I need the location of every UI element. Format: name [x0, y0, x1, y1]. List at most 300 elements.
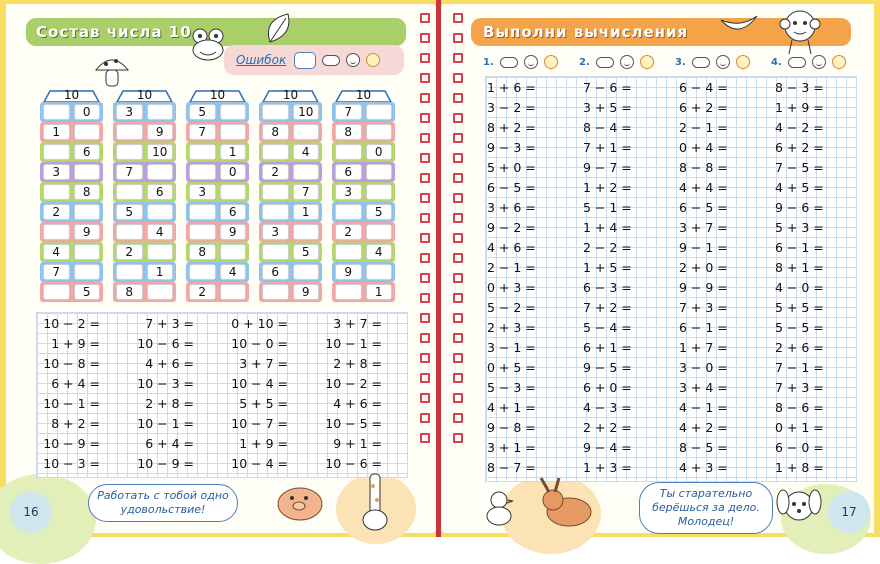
cloud-icon	[788, 57, 806, 68]
binding-ring	[453, 213, 463, 223]
binding-ring	[453, 233, 463, 243]
face-icon	[716, 55, 730, 69]
house-row	[332, 242, 395, 262]
exercise-item: 3 − 1 =	[487, 340, 536, 355]
exercise-item: 6 − 1 =	[775, 240, 824, 255]
house-row	[113, 242, 176, 262]
exercise-item: 4 + 1 =	[487, 400, 536, 415]
exercise-item: 6 − 5 =	[679, 200, 728, 215]
column-header	[579, 55, 654, 69]
exercise-item: 10 − 9 =	[43, 436, 100, 451]
house-cell[interactable]: 1	[366, 284, 393, 300]
column-number: 2.	[579, 56, 590, 68]
house-row	[113, 262, 176, 282]
house-row	[259, 262, 322, 282]
exercise-item: 0 + 4 =	[679, 140, 728, 155]
house-cell[interactable]: 1	[220, 144, 247, 160]
exercise-item: 3 + 6 =	[487, 200, 536, 215]
exercise-item: 1 + 7 =	[679, 340, 728, 355]
exercise-item: 2 − 1 =	[679, 120, 728, 135]
house-cell[interactable]: 4	[220, 264, 247, 280]
house-row	[186, 222, 249, 242]
house-cell[interactable]: 6	[262, 264, 289, 280]
exercise-item: 7 − 1 =	[775, 360, 824, 375]
number-house	[259, 90, 322, 302]
exercise-item: 6 + 4 =	[51, 376, 100, 391]
house-cell[interactable]: 4	[43, 244, 70, 260]
house-cell[interactable]: 9	[293, 284, 320, 300]
house-cell[interactable]: 1	[147, 264, 174, 280]
house-cell[interactable]	[220, 284, 247, 300]
house-row	[40, 242, 103, 262]
chick-icon	[481, 488, 517, 528]
errors-label: Ошибок	[236, 53, 287, 67]
column-header	[675, 55, 750, 69]
face-icon	[346, 53, 360, 67]
exercise-item: 3 + 5 =	[583, 100, 632, 115]
exercise-item: 7 + 3 =	[775, 380, 824, 395]
house-row	[259, 122, 322, 142]
bubble-text: Работать с тобой одно удовольствие!	[97, 489, 229, 516]
house-cell[interactable]	[262, 104, 289, 120]
roof-number: 10	[209, 88, 226, 102]
house-cell[interactable]	[335, 144, 362, 160]
roof-number: 10	[136, 88, 153, 102]
number-house	[186, 90, 249, 302]
house-cell[interactable]	[366, 224, 393, 240]
house-cell[interactable]: 6	[74, 144, 101, 160]
cloud-icon	[596, 57, 614, 68]
house-row	[113, 202, 176, 222]
house-row	[40, 122, 103, 142]
exercise-item: 6 + 4 =	[145, 436, 194, 451]
house-row	[186, 162, 249, 182]
house-cell[interactable]	[335, 244, 362, 260]
exercise-item: 4 + 6 =	[333, 396, 382, 411]
house-cell[interactable]	[43, 104, 70, 120]
exercise-item: 5 − 4 =	[583, 320, 632, 335]
binding-ring	[453, 253, 463, 263]
cloud-icon	[500, 57, 518, 68]
binding-ring	[420, 273, 430, 283]
exercise-item: 7 + 1 =	[583, 140, 632, 155]
house-cell[interactable]	[189, 144, 216, 160]
banana-icon	[717, 10, 761, 38]
exercise-item: 3 + 1 =	[487, 440, 536, 455]
roof-number: 10	[355, 88, 372, 102]
exercise-item: 8 + 2 =	[51, 416, 100, 431]
mushroom-icon	[92, 52, 132, 92]
house-roof	[40, 90, 103, 102]
house-cell[interactable]: 2	[116, 244, 143, 260]
exercise-item: 6 − 4 =	[679, 80, 728, 95]
house-cell[interactable]: 3	[189, 184, 216, 200]
exercise-item: 6 − 0 =	[775, 440, 824, 455]
house-cell[interactable]	[74, 264, 101, 280]
house-cell[interactable]	[189, 224, 216, 240]
house-cell[interactable]: 5	[293, 244, 320, 260]
sun-icon	[544, 55, 558, 69]
house-cell[interactable]	[43, 184, 70, 200]
exercise-item: 8 + 2 =	[487, 120, 536, 135]
house-cell[interactable]: 4	[147, 224, 174, 240]
dog-icon	[771, 482, 827, 532]
exercise-item: 6 + 2 =	[679, 100, 728, 115]
binding-ring	[453, 33, 463, 43]
binding-ring	[453, 353, 463, 363]
house-cell[interactable]	[293, 264, 320, 280]
house-cell[interactable]: 7	[116, 164, 143, 180]
binding-ring	[420, 53, 430, 63]
house-cell[interactable]	[262, 184, 289, 200]
exercise-item: 5 + 0 =	[487, 160, 536, 175]
house-cell[interactable]: 5	[366, 204, 393, 220]
binding-ring	[453, 433, 463, 443]
house-cell[interactable]: 5	[189, 104, 216, 120]
column-number: 3.	[675, 56, 686, 68]
house-cell[interactable]	[366, 104, 393, 120]
house-cell[interactable]: 7	[335, 104, 362, 120]
house-cell[interactable]	[366, 264, 393, 280]
exercise-item: 3 + 7 =	[679, 220, 728, 235]
house-cell[interactable]: 3	[116, 104, 143, 120]
exercise-item: 8 − 3 =	[775, 80, 824, 95]
house-row	[259, 222, 322, 242]
exercise-item: 2 − 2 =	[583, 240, 632, 255]
house-row	[113, 182, 176, 202]
sun-icon	[736, 55, 750, 69]
house-cell[interactable]: 2	[262, 164, 289, 180]
house-cell[interactable]	[189, 204, 216, 220]
binding-ring	[453, 273, 463, 283]
pig-icon	[270, 474, 330, 524]
house-cell[interactable]: 6	[335, 164, 362, 180]
exercise-item: 2 + 6 =	[775, 340, 824, 355]
house-row	[259, 182, 322, 202]
house-cell[interactable]	[74, 204, 101, 220]
exercise-item: 10 − 6 =	[137, 336, 194, 351]
house-cell[interactable]	[43, 224, 70, 240]
exercise-item: 4 − 3 =	[583, 400, 632, 415]
sun-icon	[832, 55, 846, 69]
binding-ring	[453, 53, 463, 63]
encouragement-bubble	[88, 484, 238, 522]
house-cell[interactable]	[116, 144, 143, 160]
exercise-item: 9 − 3 =	[487, 140, 536, 155]
house-row	[259, 142, 322, 162]
exercise-item: 6 + 0 =	[583, 380, 632, 395]
house-row	[259, 162, 322, 182]
house-row	[186, 242, 249, 262]
house-roof	[259, 90, 322, 102]
exercise-item: 10 − 1 =	[43, 396, 100, 411]
house-cell[interactable]	[335, 204, 362, 220]
exercise-item: 9 − 7 =	[583, 160, 632, 175]
binding-ring	[420, 393, 430, 403]
exercise-item: 6 − 5 =	[487, 180, 536, 195]
page-number-text: 16	[23, 505, 39, 519]
house-cell[interactable]	[220, 244, 247, 260]
binding-ring	[420, 193, 430, 203]
exercise-item: 10 − 1 =	[325, 336, 382, 351]
house-cell[interactable]	[220, 124, 247, 140]
exercise-item: 4 + 6 =	[145, 356, 194, 371]
house-row	[259, 282, 322, 302]
monkey-icon	[777, 6, 823, 56]
exercise-item: 5 − 1 =	[583, 200, 632, 215]
house-cell[interactable]: 8	[335, 124, 362, 140]
house-cell[interactable]	[293, 164, 320, 180]
exercise-item: 0 + 3 =	[487, 280, 536, 295]
exercise-item: 10 − 2 =	[43, 316, 100, 331]
exercise-item: 1 + 8 =	[775, 460, 824, 475]
exercise-item: 1 + 9 =	[239, 436, 288, 451]
house-cell[interactable]	[147, 204, 174, 220]
house-cell[interactable]: 4	[293, 144, 320, 160]
house-cell[interactable]: 9	[220, 224, 247, 240]
exercise-item: 10 − 5 =	[325, 416, 382, 431]
exercise-item: 10 − 9 =	[137, 456, 194, 471]
exercise-item: 8 − 8 =	[679, 160, 728, 175]
house-cell[interactable]: 4	[366, 244, 393, 260]
encouragement-bubble	[639, 482, 773, 534]
binding-ring	[420, 233, 430, 243]
exercise-item: 3 + 7 =	[239, 356, 288, 371]
house-cell[interactable]	[293, 224, 320, 240]
house-cell[interactable]	[116, 184, 143, 200]
house-cell[interactable]	[335, 284, 362, 300]
house-row	[332, 182, 395, 202]
house-row	[259, 242, 322, 262]
binding-ring	[453, 313, 463, 323]
house-cell[interactable]: 8	[116, 284, 143, 300]
exercise-item: 8 + 1 =	[775, 260, 824, 275]
house-cell[interactable]	[74, 124, 101, 140]
house-cell[interactable]: 1	[43, 124, 70, 140]
house-cell[interactable]: 8	[189, 244, 216, 260]
binding-ring	[420, 253, 430, 263]
exercise-item: 6 + 1 =	[583, 340, 632, 355]
house-cell[interactable]	[293, 124, 320, 140]
number-house	[40, 90, 103, 302]
house-cell[interactable]: 3	[43, 164, 70, 180]
house-cell[interactable]	[220, 104, 247, 120]
exercise-item: 9 − 4 =	[583, 440, 632, 455]
exercise-item: 4 − 1 =	[679, 400, 728, 415]
binding-ring	[420, 73, 430, 83]
exercise-item: 7 − 5 =	[775, 160, 824, 175]
house-cell[interactable]: 8	[262, 124, 289, 140]
exercise-item: 10 − 0 =	[231, 336, 288, 351]
exercise-item: 6 − 3 =	[583, 280, 632, 295]
house-cell[interactable]: 5	[116, 204, 143, 220]
house-cell[interactable]	[366, 184, 393, 200]
house-cell[interactable]: 3	[262, 224, 289, 240]
house-cell[interactable]	[262, 204, 289, 220]
house-row	[332, 122, 395, 142]
roof-number: 10	[282, 88, 299, 102]
house-cell[interactable]: 7	[189, 124, 216, 140]
house-cell[interactable]: 0	[366, 144, 393, 160]
exercise-item: 0 + 5 =	[487, 360, 536, 375]
face-icon	[812, 55, 826, 69]
house-cell[interactable]	[116, 224, 143, 240]
exercise-item: 4 + 4 =	[679, 180, 728, 195]
house-roof	[186, 90, 249, 102]
exercise-item: 5 + 5 =	[239, 396, 288, 411]
binding-ring	[453, 153, 463, 163]
number-house	[332, 90, 395, 302]
exercise-item: 8 − 7 =	[487, 460, 536, 475]
house-cell[interactable]: 1	[293, 204, 320, 220]
frog-icon	[188, 26, 228, 70]
house-row	[186, 262, 249, 282]
house-cell[interactable]	[262, 144, 289, 160]
exercise-item: 3 + 4 =	[679, 380, 728, 395]
house-cell[interactable]: 9	[147, 124, 174, 140]
house-roof	[113, 90, 176, 102]
exercise-item: 9 − 9 =	[679, 280, 728, 295]
cloud-icon	[322, 55, 340, 66]
column-header	[483, 55, 558, 69]
house-cell[interactable]: 6	[220, 204, 247, 220]
house-cell[interactable]	[366, 124, 393, 140]
house-cell[interactable]: 8	[74, 184, 101, 200]
house-cell[interactable]	[262, 284, 289, 300]
house-cell[interactable]	[220, 184, 247, 200]
exercise-item: 1 + 9 =	[775, 100, 824, 115]
exercise-item: 2 + 8 =	[333, 356, 382, 371]
house-cell[interactable]: 3	[335, 184, 362, 200]
binding-ring	[420, 373, 430, 383]
house-row	[186, 182, 249, 202]
errors-input[interactable]	[294, 52, 316, 69]
house-cell[interactable]	[116, 264, 143, 280]
exercise-item: 4 + 2 =	[679, 420, 728, 435]
house-cell[interactable]: 9	[74, 224, 101, 240]
house-cell[interactable]: 2	[335, 224, 362, 240]
number-house	[113, 90, 176, 302]
binding-ring	[453, 293, 463, 303]
house-cell[interactable]	[366, 164, 393, 180]
house-row	[40, 182, 103, 202]
face-icon	[524, 55, 538, 69]
exercise-item: 3 − 2 =	[487, 100, 536, 115]
house-cell[interactable]: 9	[335, 264, 362, 280]
page-number	[10, 491, 52, 533]
binding-ring	[453, 133, 463, 143]
house-roof	[332, 90, 395, 102]
exercise-item: 1 + 5 =	[583, 260, 632, 275]
house-cell[interactable]	[43, 144, 70, 160]
exercise-item: 2 + 0 =	[679, 260, 728, 275]
exercise-item: 10 − 1 =	[137, 416, 194, 431]
house-cell[interactable]	[147, 104, 174, 120]
exercise-item: 5 − 2 =	[487, 300, 536, 315]
exercise-item: 10 − 6 =	[325, 456, 382, 471]
binding-ring	[420, 353, 430, 363]
binding-ring	[453, 193, 463, 203]
house-cell[interactable]	[43, 284, 70, 300]
house-cell[interactable]	[147, 284, 174, 300]
house-cell[interactable]	[74, 244, 101, 260]
house-cell[interactable]: 10	[147, 144, 174, 160]
column-number: 1.	[483, 56, 494, 68]
exercise-item: 4 + 6 =	[487, 240, 536, 255]
house-cell[interactable]: 0	[220, 164, 247, 180]
page-title: Выполни вычисления	[483, 23, 689, 41]
house-cell[interactable]	[147, 164, 174, 180]
exercise-item: 0 + 10 =	[231, 316, 288, 331]
binding-ring	[420, 113, 430, 123]
house-row	[332, 202, 395, 222]
page-number	[828, 491, 870, 533]
house-cell[interactable]: 2	[189, 284, 216, 300]
house-cell[interactable]	[189, 164, 216, 180]
binding-ring	[420, 413, 430, 423]
leaf-icon	[258, 10, 298, 46]
exercise-item: 7 + 2 =	[583, 300, 632, 315]
binding-ring	[420, 433, 430, 443]
house-cell[interactable]	[147, 244, 174, 260]
exercise-item: 8 − 6 =	[775, 400, 824, 415]
house-cell[interactable]: 7	[293, 184, 320, 200]
house-row	[40, 142, 103, 162]
exercise-item: 2 + 2 =	[583, 420, 632, 435]
house-cell[interactable]: 6	[147, 184, 174, 200]
house-row	[113, 282, 176, 302]
binding-ring	[420, 173, 430, 183]
exercise-item: 3 + 7 =	[333, 316, 382, 331]
binding-ring	[453, 93, 463, 103]
column-header	[771, 55, 846, 69]
exercise-item: 8 − 5 =	[679, 440, 728, 455]
binding-ring	[453, 73, 463, 83]
house-row	[332, 102, 395, 122]
house-cell[interactable]	[189, 264, 216, 280]
exercise-item: 1 + 2 =	[583, 180, 632, 195]
exercise-item: 5 + 3 =	[775, 220, 824, 235]
house-cell[interactable]	[262, 244, 289, 260]
house-row	[186, 122, 249, 142]
house-cell[interactable]: 2	[43, 204, 70, 220]
binding-ring	[453, 113, 463, 123]
sun-icon	[366, 53, 380, 67]
face-icon	[620, 55, 634, 69]
exercise-item: 7 + 3 =	[679, 300, 728, 315]
exercise-item: 10 − 3 =	[137, 376, 194, 391]
house-cell[interactable]: 7	[43, 264, 70, 280]
binding-ring	[420, 33, 430, 43]
exercise-item: 6 − 1 =	[679, 320, 728, 335]
house-row	[113, 222, 176, 242]
house-row	[113, 102, 176, 122]
house-cell[interactable]: 0	[74, 104, 101, 120]
exercise-item: 5 − 3 =	[487, 380, 536, 395]
exercise-item: 9 − 8 =	[487, 420, 536, 435]
exercise-item: 8 − 4 =	[583, 120, 632, 135]
house-cell[interactable]: 5	[74, 284, 101, 300]
house-cell[interactable]: 10	[293, 104, 320, 120]
roof-number: 10	[63, 88, 80, 102]
exercise-item: 1 + 4 =	[583, 220, 632, 235]
page-title: Состав числа 10	[36, 23, 192, 41]
exercise-item: 4 − 2 =	[775, 120, 824, 135]
binding-ring	[420, 13, 430, 23]
ring-binding	[453, 13, 463, 443]
house-cell[interactable]	[116, 124, 143, 140]
house-cell[interactable]	[74, 164, 101, 180]
